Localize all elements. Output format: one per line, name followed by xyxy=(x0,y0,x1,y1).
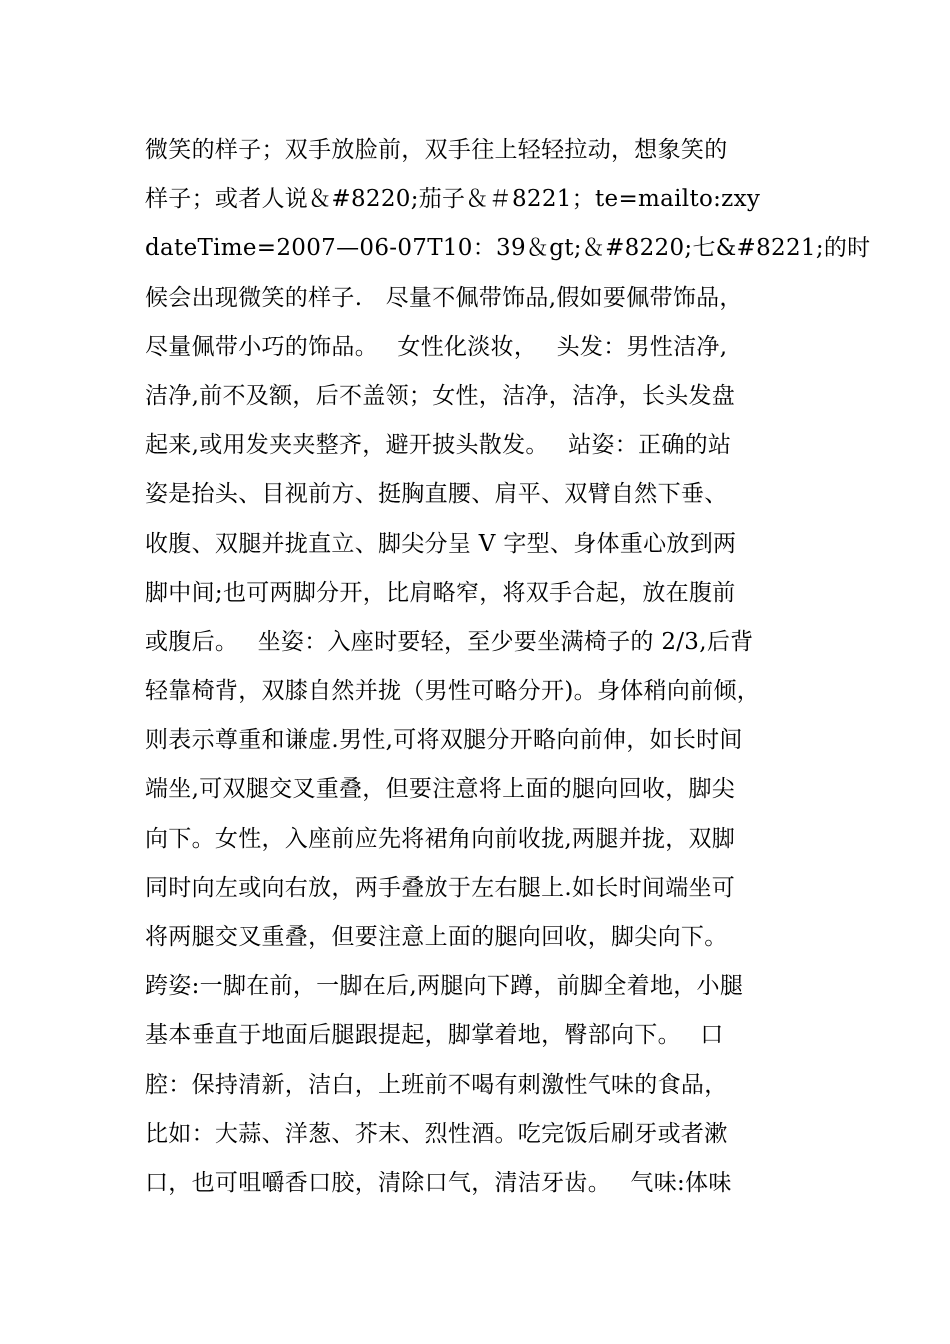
text-line-11: 或腹后。 坐姿：入座时要轻，至少要坐满椅子的 2/3,后背 xyxy=(145,628,754,655)
text-line-2: 样子；或者人说＆#8220;茄子＆＃8221；te=mailto:zxy xyxy=(145,186,761,213)
text-line-1: 微笑的样子；双手放脸前，双手往上轻轻拉动，想象笑的 xyxy=(145,137,728,163)
text-line-5: 尽量佩带小巧的饰品。 女性化淡妆， 头发：男性洁净, xyxy=(145,333,728,360)
text-line-12: 轻靠椅背，双膝自然并拢（男性可略分开)。身体稍向前倾， xyxy=(145,678,761,705)
text-line-13: 则表示尊重和谦虚.男性,可将双腿分开略向前伸，如长时间 xyxy=(145,727,743,754)
body-text xyxy=(145,126,871,1208)
text-line-18: 跨姿:一脚在前，一脚在后,两腿向下蹲，前脚全着地，小腿 xyxy=(145,973,744,1000)
text-line-14: 端坐,可双腿交叉重叠，但要注意将上面的腿向回收，脚尖 xyxy=(145,776,736,803)
text-line-9: 收腹、双腿并拢直立、脚尖分呈 V 字型、身体重心放到两 xyxy=(145,530,737,557)
text-line-4: 候会出现微笑的样子. 尽量不佩带饰品,假如要佩带饰品， xyxy=(145,284,743,311)
text-line-15: 向下。女性，入座前应先将裙角向前收拢,两腿并拢，双脚 xyxy=(145,825,736,852)
text-line-21: 比如：大蒜、洋葱、芥末、烈性酒。吃完饭后刷牙或者漱 xyxy=(145,1120,728,1147)
text-line-3: dateTime=2007—06-07T10：39＆gt;＆#8220;七&#8221;的时 xyxy=(145,235,871,262)
text-line-10: 脚中间;也可两脚分开，比肩略窄，将双手合起，放在腹前 xyxy=(145,579,736,606)
text-line-22: 口，也可咀嚼香口胶，清除口气，清洁牙齿。 气味:体味 xyxy=(145,1169,732,1196)
text-line-7: 起来,或用发夹夹整齐，避开披头散发。 站姿：正确的站 xyxy=(145,432,732,459)
text-line-20: 腔：保持清新，洁白，上班前不喝有刺激性气味的食品， xyxy=(145,1071,728,1098)
text-line-17: 将两腿交叉重叠，但要注意上面的腿向回收，脚尖向下。 xyxy=(145,924,728,950)
text-line-8: 姿是抬头、目视前方、挺胸直腰、肩平、双臂自然下垂、 xyxy=(145,481,728,508)
text-line-16: 同时向左或向右放，两手叠放于左右腿上.如长时间端坐可 xyxy=(145,874,736,901)
text-line-19: 基本垂直于地面后腿跟提起，脚掌着地，臀部向下。 口 xyxy=(145,1022,724,1049)
text-line-6: 洁净,前不及额，后不盖领；女性，洁净，洁净，长头发盘 xyxy=(145,382,736,409)
